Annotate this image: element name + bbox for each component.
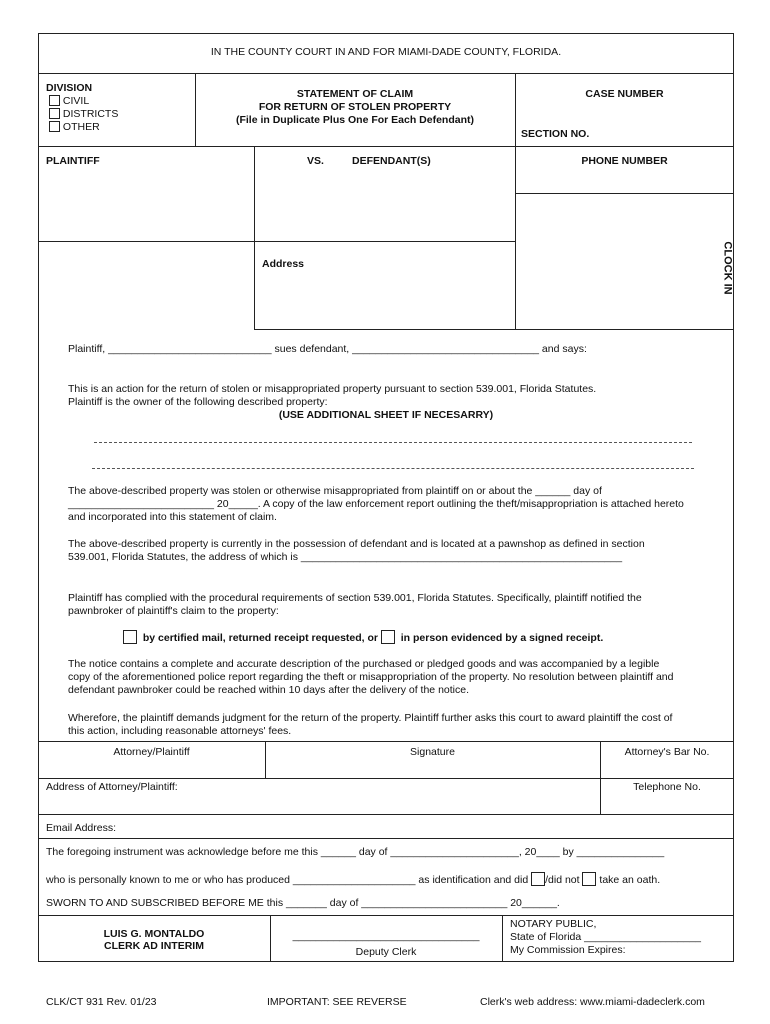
important-note: IMPORTANT: SEE REVERSE <box>267 996 407 1008</box>
court-title: IN THE COUNTY COURT IN AND FOR MIAMI-DADE COUNTY, FLORIDA. <box>210 46 562 58</box>
case-number-label: CASE NUMBER <box>585 88 664 100</box>
notice-paragraph: The notice contains a complete and accurate description of the purchased or pledged goods and was accompanied by a legible copy of the aforementioned police report regarding the theft or misappropriation of the property. No resolution between plaintiff and defendant pawnbroker could be reached within 10 days after the delivery of the notice. <box>68 658 674 696</box>
wherefore-paragraph: Wherefore, the plaintiff demands judgment for the return of the property. Plaintiff further asks this court to award plaintiff the cost of this action, including reasonable attorneys' fees. <box>68 712 673 737</box>
notary-commission-label: My Commission Expires: <box>510 944 626 956</box>
vs-label: VS. <box>307 155 324 167</box>
identification-line: who is personally known to me or who has produced _____________________ as identification and did /did not take an oath. <box>46 874 661 886</box>
clerk-name-block <box>38 928 270 952</box>
deputy-clerk-label: Deputy Clerk <box>355 946 417 958</box>
deputy-signature-line[interactable]: ________________________________ <box>292 930 480 942</box>
did-oath-checkbox[interactable] <box>531 872 545 886</box>
statement-title: STATEMENT OF CLAIM FOR RETURN OF STOLEN PROPERTY (File in Duplicate Plus One For Each Defendant) <box>235 88 475 126</box>
section-no-label: SECTION NO. <box>521 128 590 140</box>
divider <box>502 915 503 962</box>
bar-no-label: Attorney's Bar No. <box>624 746 710 758</box>
address-label: Address <box>262 258 305 270</box>
in-person-label: in person evidenced by a signed receipt. <box>400 632 604 644</box>
clerk-name: LUIS G. MONTALDO <box>103 928 205 940</box>
divider <box>254 329 734 330</box>
email-label: Email Address: <box>46 822 117 834</box>
property-line-2[interactable] <box>92 468 694 469</box>
did-not-oath-checkbox[interactable] <box>582 872 596 886</box>
action-paragraph: This is an action for the return of stolen or misappropriated property pursuant to section 539.001, Florida Statutes. Plaintiff is the owner of the following described property: <box>68 383 597 408</box>
sues-line: Plaintiff, ____________________________ sues defendant, ________________________________ and says: <box>68 343 587 355</box>
certified-mail-label: by certified mail, returned receipt requested, or <box>142 632 378 644</box>
clerk-title: CLERK AD INTERIM <box>104 940 204 952</box>
property-line-1[interactable] <box>94 442 692 443</box>
divider <box>254 146 255 329</box>
division-other[interactable]: OTHER <box>49 121 118 134</box>
divider <box>515 193 734 194</box>
in-person-checkbox[interactable] <box>381 630 395 644</box>
attorney-address-label: Address of Attorney/Plaintiff: <box>46 781 178 793</box>
division-options <box>49 95 118 134</box>
divider <box>38 778 734 779</box>
divider <box>515 73 516 329</box>
clerk-web-address: Clerk's web address: www.miami-dadeclerk.com <box>480 996 705 1008</box>
possession-paragraph: The above-described property is currently in the possession of defendant and is located at a pawnshop as defined in section 539.001, Florida Statutes, the address of which is _______________________________________________________ <box>68 538 645 563</box>
complied-paragraph: Plaintiff has complied with the procedural requirements of section 539.001, Florida Statutes. Specifically, plaintiff notified the pawnbroker of plaintiff's claim to the property: <box>68 592 642 617</box>
notary-state-line: State of Florida ____________________ <box>510 931 701 943</box>
divider <box>38 741 734 742</box>
division-civil[interactable]: CIVIL <box>49 95 118 108</box>
divider <box>38 241 515 242</box>
certified-mail-checkbox[interactable] <box>123 630 137 644</box>
additional-sheet-note: (USE ADDITIONAL SHEET IF NECESARRY) <box>278 409 494 421</box>
other-checkbox[interactable] <box>49 121 60 132</box>
notary-public-block <box>510 918 701 957</box>
signature-label: Signature <box>410 746 455 758</box>
districts-checkbox[interactable] <box>49 108 60 119</box>
divider <box>38 73 734 74</box>
divider <box>38 838 734 839</box>
sworn-line: SWORN TO AND SUBSCRIBED BEFORE ME this _______ day of _________________________ 20______. <box>46 897 560 909</box>
clock-in-label: CLOCK IN <box>721 241 734 295</box>
divider <box>38 915 734 916</box>
division-label: DIVISION <box>46 82 93 94</box>
phone-number-label: PHONE NUMBER <box>581 155 668 167</box>
stolen-paragraph: The above-described property was stolen or otherwise misappropriated from plaintiff on or about the ______ day of _________________________ 20_____. A copy of the law enforcement report outlining the theft/misappropriation is attached hereto and incorporated into this statement of claim. <box>68 485 684 523</box>
acknowledged-line: The foregoing instrument was acknowledge before me this ______ day of ______________________, 20____ by _______________ <box>46 846 665 858</box>
civil-checkbox[interactable] <box>49 95 60 106</box>
plaintiff-label: PLAINTIFF <box>46 155 100 167</box>
divider <box>38 814 734 815</box>
defendant-label: DEFENDANT(S) <box>352 155 431 167</box>
notice-method-options <box>123 630 603 644</box>
form-id: CLK/CT 931 Rev. 01/23 <box>46 996 157 1008</box>
telephone-label: Telephone No. <box>633 781 701 793</box>
attorney-plaintiff-label: Attorney/Plaintiff <box>113 746 190 758</box>
notary-public-label: NOTARY PUBLIC, <box>510 918 597 930</box>
divider <box>38 146 734 147</box>
division-districts[interactable]: DISTRICTS <box>49 108 118 121</box>
